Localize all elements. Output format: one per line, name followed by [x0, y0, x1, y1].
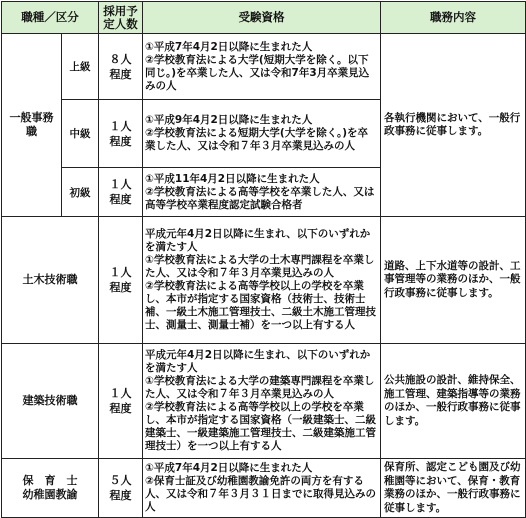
- qualification-line: ①平成7年4月2日以降に生まれた人: [145, 462, 313, 474]
- qualification-line: ②学校教育法による大学(短期大学を除く。以下同じ。)を卒業した人、又は令和7年3月卒業見込みの人: [145, 53, 370, 92]
- qualification-general-middle: [143, 100, 381, 168]
- qualification-line: ②学校教育法による高等学校を卒業した人、又は高等学校卒業程度認定試験合格者: [145, 185, 375, 211]
- category-nurse-line1: 保 育 士: [22, 474, 78, 487]
- count-unit: 程度: [109, 67, 132, 81]
- duty-civil: 道路、上下水道等の設計、工事管理等の業務のほか、一般行政事務に従事します。: [381, 217, 526, 344]
- qualification-line: ②学校教育法による高等学校以上の学校を卒業し、本市が指定する国家資格（技術士、技術士補、一級土木施工管理技士、二級土木施工管理技士、測量士、測量士補）を一つ以上有する人: [145, 280, 376, 331]
- qualification-line: ①学校教育法による大学の建築専門課程を卒業した人、又は令和７年３月卒業見込みの人: [145, 375, 375, 400]
- count-number: １人: [109, 119, 132, 133]
- table-row: [2, 344, 526, 459]
- qualification-line: 平成元年4月2日以降に生まれ、以下のいずれかを満たす人: [145, 349, 371, 374]
- count-unit: 程度: [109, 489, 132, 502]
- duty-general: 各執行機関において、一般行政事務に従事します。: [381, 34, 526, 217]
- qualification-civil: [143, 217, 381, 344]
- count-number: １人: [109, 178, 132, 191]
- count-nurse: [99, 459, 143, 518]
- duty-nurse: 保育所、認定こども園及び幼稚園等において、保育・教育業務のほか、一般行政事務に従事します。: [381, 459, 526, 518]
- header-row: [2, 2, 526, 34]
- qualification-line: ①学校教育法による大学の土木専門課程を卒業した人、又は令和７年３月卒業見込みの人: [145, 254, 375, 279]
- count-unit: 程度: [109, 281, 132, 294]
- count-civil: [99, 217, 143, 344]
- count-unit: 程度: [109, 193, 132, 206]
- count-general-lower: [99, 168, 143, 217]
- count-general-middle: [99, 100, 143, 168]
- header-count-line2: 定人数: [103, 16, 138, 31]
- category-civil: 土木技術職: [2, 217, 99, 344]
- level-middle: 中級: [62, 100, 99, 168]
- qualification-nurse: [143, 459, 381, 518]
- count-number: ８人: [109, 52, 132, 66]
- count-general-upper: [99, 34, 143, 100]
- header-count-line1: 採用予: [103, 3, 138, 18]
- recruitment-table-container: [1, 1, 526, 518]
- qualification-line: ②学校教育法による短期大学(大学を除く。)を卒業した人、又は令和７年３月卒業見込みの人: [145, 127, 369, 152]
- qualification-line: ①平成9年4月2日以降に生まれた人: [145, 114, 313, 126]
- category-general: 一般事務職: [2, 34, 62, 217]
- category-arch: 建築技術職: [2, 344, 99, 459]
- count-unit: 程度: [109, 402, 132, 415]
- recruitment-table: [1, 1, 526, 518]
- count-number: １人: [109, 266, 132, 279]
- category-nurse-line2: 幼稚園教諭: [22, 488, 78, 501]
- count-arch: [99, 344, 143, 459]
- count-number: ５人: [109, 474, 132, 487]
- category-nurse: [2, 459, 99, 518]
- qualification-arch: [143, 344, 381, 459]
- qualification-general-lower: [143, 168, 381, 217]
- qualification-line: ①平成7年4月2日以降に生まれた人: [145, 40, 313, 53]
- header-qualification: 受験資格: [143, 2, 381, 34]
- count-unit: 程度: [109, 134, 132, 148]
- table-row: [2, 34, 526, 100]
- level-lower: 初級: [62, 168, 99, 217]
- qualification-general-upper: [143, 34, 381, 100]
- qualification-line: ①平成11年4月2日以降に生まれた人: [145, 172, 320, 185]
- table-row: [2, 459, 526, 518]
- header-duties: 職務内容: [381, 2, 526, 34]
- header-count: [99, 2, 143, 34]
- duty-arch: 公共施設の設計、維持保全、施工管理、建築指導等の業務のほか、一般行政事務に従事します。: [381, 344, 526, 459]
- table-row: [2, 217, 526, 344]
- count-number: １人: [109, 387, 132, 400]
- header-category: 職種／区分: [2, 2, 99, 34]
- qualification-line: ②保育士証及び幼稚園教諭免許の両方を有する人、又は令和７年３月３１日までに取得見込みの人: [145, 475, 376, 513]
- qualification-line: 平成元年4月2日以降に生まれ、以下のいずれかを満たす人: [145, 228, 371, 253]
- qualification-line: ②学校教育法による高等学校以上の学校を卒業し、本市が指定する国家資格（一級建築士、二級建築士、一級建築施工管理技士、二級建築施工管理技士）を一つ以上有する人: [145, 401, 376, 452]
- level-upper: 上級: [62, 34, 99, 100]
